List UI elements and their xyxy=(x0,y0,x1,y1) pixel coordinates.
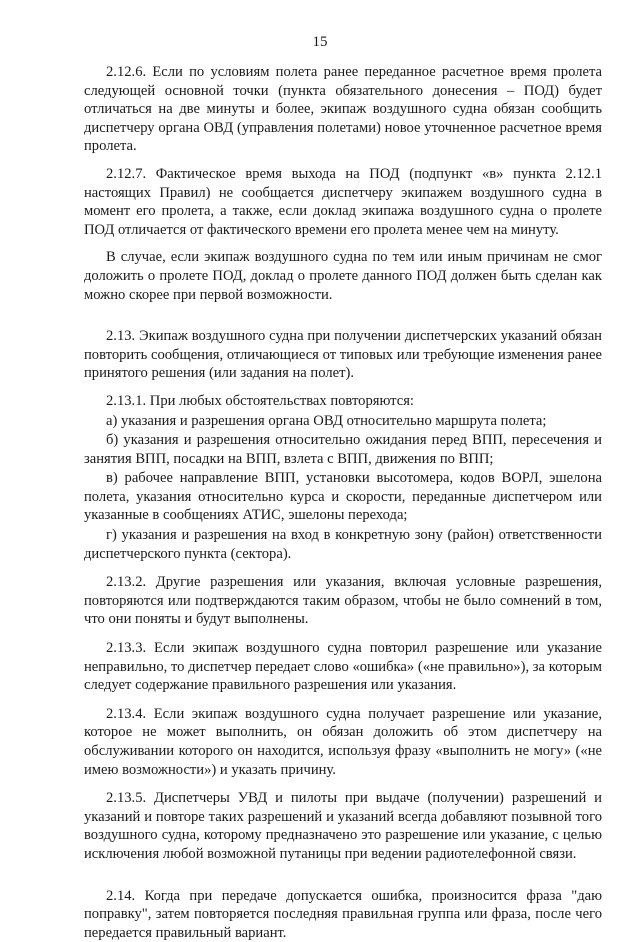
paragraph-2-13-5: 2.13.5. Диспетчеры УВД и пилоты при выдаче (получении) разрешений и указаний и повторе таких разрешений и указаний всегда добавляют позывной того воздушного судна, которому предназначено это разрешение или указание, с целью исключения любой возможной путаницы при ведении радиотелефонной связи. xyxy=(84,790,602,862)
paragraph-2-12-6: 2.12.6. Если по условиям полета ранее переданное расчетное время пролета следующей основной точки (пункта обязательного донесения – ПОД) будет отличаться на две минуты и более, экипаж воздушного судна обязан сообщить диспетчеру органа ОВД (управления полетами) новое уточненное расчетное время пролета. xyxy=(84,64,602,155)
paragraph-2-12-7: 2.12.7. Фактическое время выхода на ПОД (подпункт «в» пункта 2.12.1 настоящих Правил) не сообщается диспетчеру экипажем воздушного судна в момент его пролета, а также, если доклад экипажа воздушного судна о пролете ПОД отличается от фактического времени его пролета менее чем на минуту. xyxy=(84,165,602,238)
list-item-b: б) указания и разрешения относительно ожидания перед ВПП, пересечения и занятия ВПП, посадки на ВПП, взлета с ВПП, движения по ВПП; xyxy=(84,432,602,467)
page-number: 15 xyxy=(312,34,328,50)
paragraph-2-13-1: 2.13.1. При любых обстоятельствах повторяются: xyxy=(106,392,414,409)
paragraph-2-13-3: 2.13.3. Если экипаж воздушного судна повторил разрешение или указание неправильно, то диспетчер передает слово «ошибка» («не правильно»), за которым следует содержание правильного разрешения или указания. xyxy=(84,640,602,694)
paragraph-2-13: 2.13. Экипаж воздушного судна при получении диспетчерских указаний обязан повторить сообщения, отличающиеся от типовых или требующие изменения ранее принятого решения (или задания на полет). xyxy=(84,328,602,382)
paragraph-2-13-4: 2.13.4. Если экипаж воздушного судна получает разрешение или указание, которое не может выполнить, он обязан доложить об этом диспетчеру на обслуживании которого он находится, используя фразу «выполнить не могу» («не имею возможности») и указать причину. xyxy=(84,705,602,778)
list-item-v: в) рабочее направление ВПП, установки высотомера, кодов ВОРЛ, эшелона полета, указания относительно курса и скорости, переданные диспетчером или указанные в сообщениях АТИС, эшелоны перехода; xyxy=(84,470,602,524)
list-item-g: г) указания и разрешения на вход в конкретную зону (район) ответственности диспетчерского пункта (сектора). xyxy=(84,527,602,562)
paragraph-2-12-7-continuation: В случае, если экипаж воздушного судна по тем или иным причинам не смог доложить о пролете ПОД, доклад о пролете данного ПОД должен быть сделан как можно скорее при первой возможности. xyxy=(84,249,602,303)
paragraph-2-13-2: 2.13.2. Другие разрешения или указания, включая условные разрешения, повторяются или подтверждаются таким образом, чтобы не было сомнений в том, что они поняты и будут выполнены. xyxy=(84,574,602,628)
paragraph-2-14: 2.14. Когда при передаче допускается ошибка, произносится фраза "даю поправку", затем повторяется последняя правильная группа или фраза, после чего передается правильный вариант. xyxy=(84,887,602,941)
document-body xyxy=(84,63,602,942)
list-item-a: а) указания и разрешения органа ОВД относительно маршрута полета; xyxy=(106,412,547,429)
